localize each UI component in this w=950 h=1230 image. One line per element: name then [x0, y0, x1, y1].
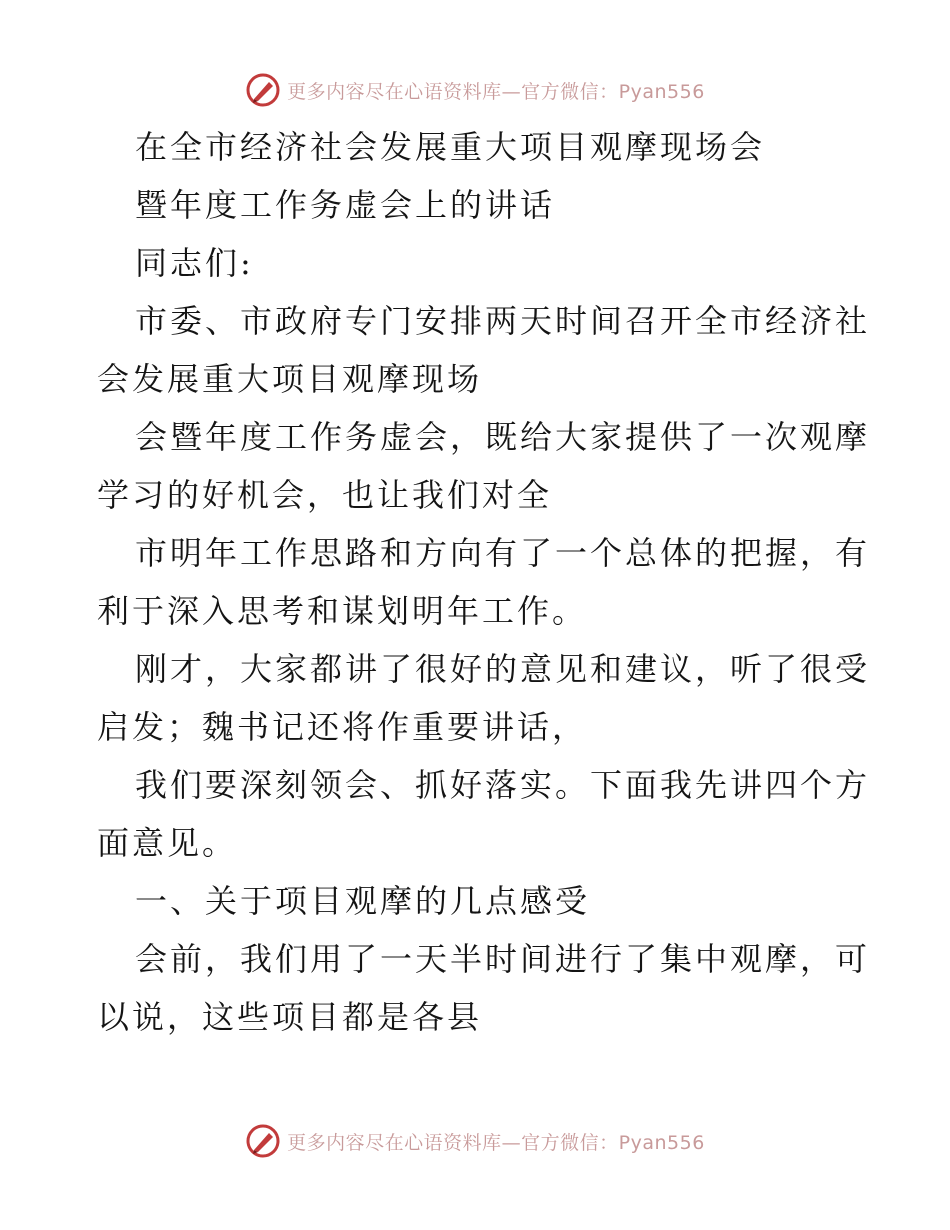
paragraph-line: 利于深入思考和谋划明年工作。 — [97, 592, 588, 630]
paragraph-line: 我们要深刻领会、抓好落实。下面我先讲四个方 — [135, 766, 871, 804]
paragraph-line: 会发展重大项目观摩现场 — [97, 360, 483, 398]
document-body — [97, 118, 871, 1046]
watermark-text: 更多内容尽在心语资料库—官方微信：Pyan556 — [287, 1131, 705, 1154]
paragraph-line: 启发；魏书记还将作重要讲话， — [97, 708, 588, 746]
paragraph-line: 以说，这些项目都是各县 — [97, 998, 483, 1036]
paragraph-line: 学习的好机会，也让我们对全 — [97, 476, 553, 514]
paragraph-line: 市委、市政府专门安排两天时间召开全市经济社 — [135, 302, 871, 340]
title-line-2: 暨年度工作务虚会上的讲话 — [135, 186, 556, 224]
red-pen-logo-icon — [245, 1123, 281, 1159]
salutation: 同志们: — [135, 244, 254, 282]
paragraph-line: 刚才，大家都讲了很好的意见和建议，听了很受 — [135, 650, 871, 688]
paragraph-line: 市明年工作思路和方向有了一个总体的把握，有 — [135, 534, 871, 572]
wechat-id: Pyan556 — [618, 1131, 705, 1154]
watermark-text: 更多内容尽在心语资料库—官方微信：Pyan556 — [287, 80, 705, 103]
title-line-1: 在全市经济社会发展重大项目观摩现场会 — [135, 128, 766, 166]
paragraph-line: 会前，我们用了一天半时间进行了集中观摩，可 — [135, 940, 871, 978]
paragraph-line: 会暨年度工作务虚会，既给大家提供了一次观摩 — [135, 418, 871, 456]
section-heading: 一、关于项目观摩的几点感受 — [135, 882, 591, 920]
header-watermark — [0, 68, 950, 112]
wechat-id: Pyan556 — [618, 80, 705, 103]
footer-watermark — [0, 1119, 950, 1163]
paragraph-line: 面意见。 — [97, 824, 238, 862]
red-pen-logo-icon — [245, 72, 281, 108]
